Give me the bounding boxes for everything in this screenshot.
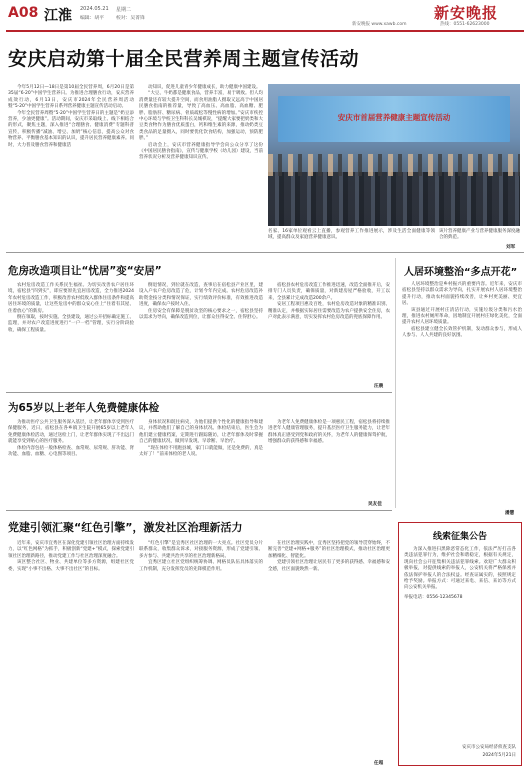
issue-date: 2024.05.21 xyxy=(80,6,109,12)
article3-column-3 xyxy=(268,420,390,446)
notice-body xyxy=(404,547,516,601)
sidebar-headline: 人居环境整治“多点开花” xyxy=(404,267,518,278)
banner-text: 安庆市首届营养健康主题宣传活动 xyxy=(337,113,451,122)
paragraph: 为深入推进扫黑除恶常态化工作，依法严厉打击各类违法犯罪行为，维护社会和谐稳定，根据有关规定，现向社会公开征集相关违法犯罪线索。欢迎广大群众积极举报，对提供线索的举报人，公安机关将严格保密并依法保护举报人的合法权益。经查证属实的，按照规定给予奖励。举报方式：可通过来电、来信、来访等方式向公安机关举报。 xyxy=(404,547,516,591)
article2-headline: 危房改造项目让“忧居”变“安居” xyxy=(8,265,162,277)
paragraph: 宜秀区建立社区党组织统筹协调、网格员队伍具体落实的工作机制，充分发挥党员的先锋模范作用。 xyxy=(139,560,263,572)
paragraph: 动知识，促进儿童青少年健康成长，助力健康中国建设。 xyxy=(148,85,261,90)
article3-column-1 xyxy=(8,420,134,458)
paragraph: 为老年人免费健康体检是一项惠民工程，宿松县将持续推进老年人健康管理服务，提升基层医疗卫生服务能力，让老年群体真正感受到党和政府的关怀，为老年人的健康保驾护航，增强群众的获得感和幸福感。 xyxy=(268,420,390,445)
paragraph: 宿松县建立健全长效管护机制，发动群众参与，形成人人参与、人人共建的良好氛围。 xyxy=(402,326,522,339)
paragraph: 宿松县农村危房改造工作推进迅速，改造全面推开后，安排专门人员负责，确保质量，对新建房屋严格验收，开工以来，全县累计完成改造200余户。 xyxy=(268,283,390,301)
section-name: 江淮 xyxy=(44,8,72,24)
paragraph: 该片营养健康产业与营养健康服务深度融合的典范。 xyxy=(439,229,520,241)
article2-author: 汪晨 xyxy=(374,384,384,389)
paragraph: 近年来，安庆市宜秀区在深化党建引领社区治理方面持续发力，以“红色网格”为抓手，积极创新“党建+”模式，探索党建引领社区治理新路径，推动党建工作与社区治理深度融合。 xyxy=(8,541,134,559)
article3-author: 吴友佳 xyxy=(368,502,382,507)
article4-column-1 xyxy=(8,541,134,573)
paragraph: 为推动医疗公共卫生服务深入基层，让老年群体享受到医疗保健服务，近日，宿松县在各乡镇卫生院开展65岁以上老年人免费健康体检活动，通过送检上门，让老年群体实现了不出远门就能享受到贴心的医疗服务。 xyxy=(8,420,134,445)
lead-column-3 xyxy=(439,229,520,242)
article3-headline: 为65岁以上老年人免费健康体检 xyxy=(8,402,160,414)
paragraph: 体检内容包括一般体格检查、血常规、尿常规、肝功能、肾功能、血脂、血糖、心电图等项目。 xyxy=(8,445,134,458)
paragraph: “现在体检不用跑县城，家门口就能做，还是免费的，真是太好了！”前来体检的老人说。 xyxy=(139,445,263,458)
paragraph: 今年全民营养周暨“5·20”中国学生营养日的主题是“奶豆添营养，少油更健康”。活动期间，安庆市采取线上、线下相结合的形式，聚焦主题，深入推进“合理膳食、健康消费”专题科普宣传，积极传播“减油、增豆、加奶”核心信息，提高公众对食物营养、平衡膳食基本知识的认识，提升居民营养健康素养。同时，大力普及膳食营养和健康活 xyxy=(8,110,134,148)
article2-column-2 xyxy=(139,283,263,321)
paragraph: 党建引领社区治理让居民有了更多的获得感、幸福感和安全感，社区面貌焕然一新。 xyxy=(268,560,390,572)
notice-box xyxy=(398,522,522,766)
newspaper-logo: 新安晚报 xyxy=(434,4,499,22)
article2-column-1 xyxy=(8,283,134,334)
sidebar-body xyxy=(402,282,522,340)
paragraph: 今年5月12日—18日是第10届全民营养周，6月20日是第35届“6·20”中国学生营养日。为推进合理膳食行动，安庆营养成效行动，6月13日，安庆市2024年全民营养周活动暨“5·20”中国学生营养日系列营养健康主题宣传活动启动。 xyxy=(8,85,134,110)
paragraph: “红色引擎”是宜秀区社区治理的一大亮点。社区党员分片联系群众，收集群众诉求，对接服务资源，形成了党建引领、多方参与、共建共治共享的社区治理新格局。 xyxy=(139,541,263,559)
website-label: 新安晚报 www.xawb.com xyxy=(352,22,407,27)
photo-note xyxy=(268,229,435,242)
paragraph: 该县通过开展村庄清洁行动，实施垃圾分类和污水治理，推进农村厕所革命，因地制宜开展村庄绿化美化，全面提升农村人居环境质量。 xyxy=(402,307,522,326)
notice-org: 安庆市公安局经济侦查支队 xyxy=(462,745,516,750)
paragraph: 名家、16家单位观看云上直播，参观营养工作推进展示，涉及生活全面健康等领域，提高群众及家庭营养健康意识。 xyxy=(268,229,435,241)
divider xyxy=(6,392,392,393)
article2-column-3 xyxy=(268,283,390,321)
sidebar-author: 潘慧 xyxy=(505,511,515,516)
people-heads xyxy=(268,154,520,176)
paragraph: 农村危房改造工作关系民生福祉。为切实改善农户居住环境，宿松县“四到实”，即应要原先宜居房改造，全力推进2024年农村危房改造工作，积极改善农村低收入群体住房条件和提高居住环境的质量，让这些危房中的群众安心住上“住着有其屋、住着放心”的新房。 xyxy=(8,283,134,314)
hotline-label: 热线：0551-62623000 xyxy=(440,22,490,27)
article4-author: 任超 xyxy=(374,761,384,766)
paragraph: 人居环境整治是乡村振兴的重要内容。近年来，安庆市宿松县坚持以群众需求为导向，扎实开展农村人居环境整治提升行动，推动农村面貌持续改善，让乡村更美丽、更宜居。 xyxy=(402,282,522,307)
paragraph: 倒在领取，按时实施。全县建设，通过公开招标确定施工、监理，并对农户改造进度进行“一户一档”管理，实行分阶段验收，确保工程质量。 xyxy=(8,315,134,333)
article4-headline: 党建引领汇聚“红色引擎”，激发社区治理新活力 xyxy=(8,521,243,534)
paragraph: 在社区治理实践中，宜秀区坚持把党的领导贯穿始终，不断完善“党建+网格+服务”的社区治理模式，推动社区治理更加精细化、智能化。 xyxy=(268,541,390,559)
notice-title: 线索征集公告 xyxy=(432,532,487,542)
paragraph: 启动会上，安庆市营养健康指导学会向公众分享了这份《中国居民膳食指南》，宣传与健康学校（幼儿园）建设，当前营养状况分析及营养健康知识宣传。 xyxy=(139,142,263,161)
lead-headline: 安庆启动第十届全民营养周主题宣传活动 xyxy=(8,48,360,70)
issue-weekday: 星期二 xyxy=(116,7,132,13)
article3-column-2 xyxy=(139,420,263,458)
proofer-credit: 校对：吴菁锋 xyxy=(116,16,145,21)
stage-banner xyxy=(278,96,510,142)
article4-column-3 xyxy=(268,541,390,573)
paragraph: 安居工程项目惠及百姓，农村危房改造对象的精准识别、精准认定，并根据实际居住需要改造为农户提供安全住房，农户对此表示满意，切实发挥农村危房改造的兜底保障作用。 xyxy=(268,302,390,321)
lead-photo xyxy=(268,84,520,226)
paragraph: 倒退情况，到位就在改造，查事后在宿松县产业区里，建设入户农户危房改造了危，计划今年内完成。农村危房改造补助资金按分类和情况保证，实行绩效评价标准，有效推进改造进度，确保农户按时入住。 xyxy=(139,283,263,308)
lead-author: 刘军 xyxy=(506,245,516,250)
editor-credit: 编辑：胡平 xyxy=(80,16,104,21)
divider xyxy=(6,510,392,511)
paragraph: 该区整合社区、物业、共建单位等多方资源，组建社区党委，实现“小事不出格、大事不出社区”的目标。 xyxy=(8,560,134,572)
lead-column-1 xyxy=(8,85,134,149)
notice-contact: 举报电话：0556-12345678 xyxy=(404,594,463,600)
page-number: A08 xyxy=(8,5,39,21)
lead-column-2 xyxy=(139,85,263,162)
article4-column-2 xyxy=(139,541,263,573)
notice-date: 2024年5月21日 xyxy=(482,753,516,758)
paragraph: 身体状况和既往病史，为他们提供个性化的健康指导和建议，并帮助他们了解自己的身体状况。体检结束后，医生会为他们建立健康档案，定期进行跟踪随访，让老年群体及时掌握自己的健康状况，做到早发现、早诊断、早治疗。 xyxy=(139,420,263,445)
masthead-rule xyxy=(6,30,524,32)
divider xyxy=(6,252,524,253)
paragraph: 住房安全有保障是脱贫攻坚的核心要求之一，宿松县坚持以需求为导向，确保改造到位，让群众住得安全、住得舒心。 xyxy=(139,308,263,321)
paragraph: “大豆、牛奶都是健康食品，营养丰富，易于吸收。但人均消费量还有较大提升空间，而食用油脂人摄取又远高于中国居民膳食指南的推荐量，导致了高血压、高血脂、高血糖、肥胖、脂肪肝、糖尿病、骨质疏松等慢性病的增加。”安庆市疾控中心环境与学校卫生科科长吴城祺说，“提醒大家要把奶类和大豆类食物作为膳食优质蛋白，钙和维生素的来源，推动奶类豆类食品的足量摄入，同时要优化饮食结构，加强运动，预防肥胖。” xyxy=(139,91,263,142)
audience-row xyxy=(268,172,520,226)
column-divider xyxy=(395,258,396,508)
